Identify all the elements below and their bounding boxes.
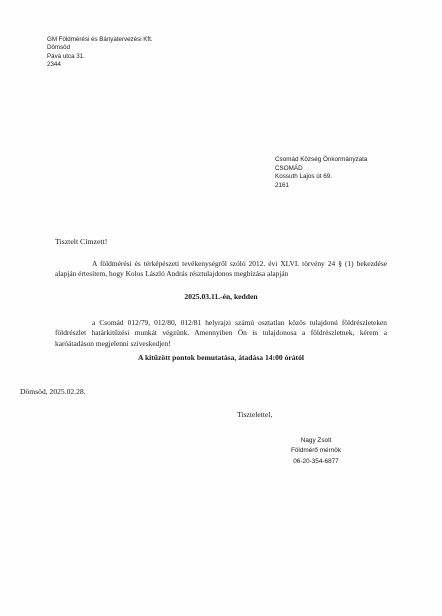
sender-street: Páva utca 31.: [47, 52, 85, 60]
place-and-date: Dömsöd, 2025.02.28.: [20, 387, 86, 396]
signature-block: [284, 436, 348, 467]
closing-phrase: Tisztelettel,: [237, 410, 273, 419]
recipient-name: Csomád Község Önkormányzata: [275, 156, 368, 163]
sender-zip: 2344: [47, 60, 61, 68]
sender-city: Dömsöd: [47, 44, 71, 52]
recipient-zip: 2161: [275, 181, 290, 189]
recipient-address: [275, 156, 367, 190]
recipient-city: CSOMÁD: [275, 164, 303, 172]
notice-paragraph-2: a Csomád 012/79, 012/80, 012/81 helyrajzi számú osztatlan közös tulajdonú földrészleteken földrészlet határkitűzési munkát végzünk. Amennyiben Ön is tulajdonosa a földrészletnek, kérem a karóátadáson megjelenni szíveskedjen!: [55, 318, 387, 348]
signer-phone: 06-20-354-6877: [293, 457, 339, 465]
sender-company: GM Földmérési és Bányatervezési Kft.: [47, 36, 153, 43]
salutation: Tisztelt Címzett!: [55, 237, 108, 246]
handover-time: A kitűzött pontok bemutatása, átadása 14:00 órától: [137, 353, 304, 362]
recipient-street: Kossuth Lajos út 69.: [275, 173, 333, 181]
sender-address: [47, 36, 153, 69]
appointment-date: 2025.03.11.-én, kedden: [184, 292, 258, 301]
signer-name: Nagy Zsolt: [300, 437, 332, 444]
signer-title: Földmérő mérnök: [290, 447, 342, 455]
notice-paragraph-1: A földmérési és térképészeti tevékenységről szóló 2012. évi XLVI. törvény 24 § (1) bekezdése alapján értesítem, hogy Kolos László András résztulajdonos megbízása alapján: [55, 259, 387, 279]
